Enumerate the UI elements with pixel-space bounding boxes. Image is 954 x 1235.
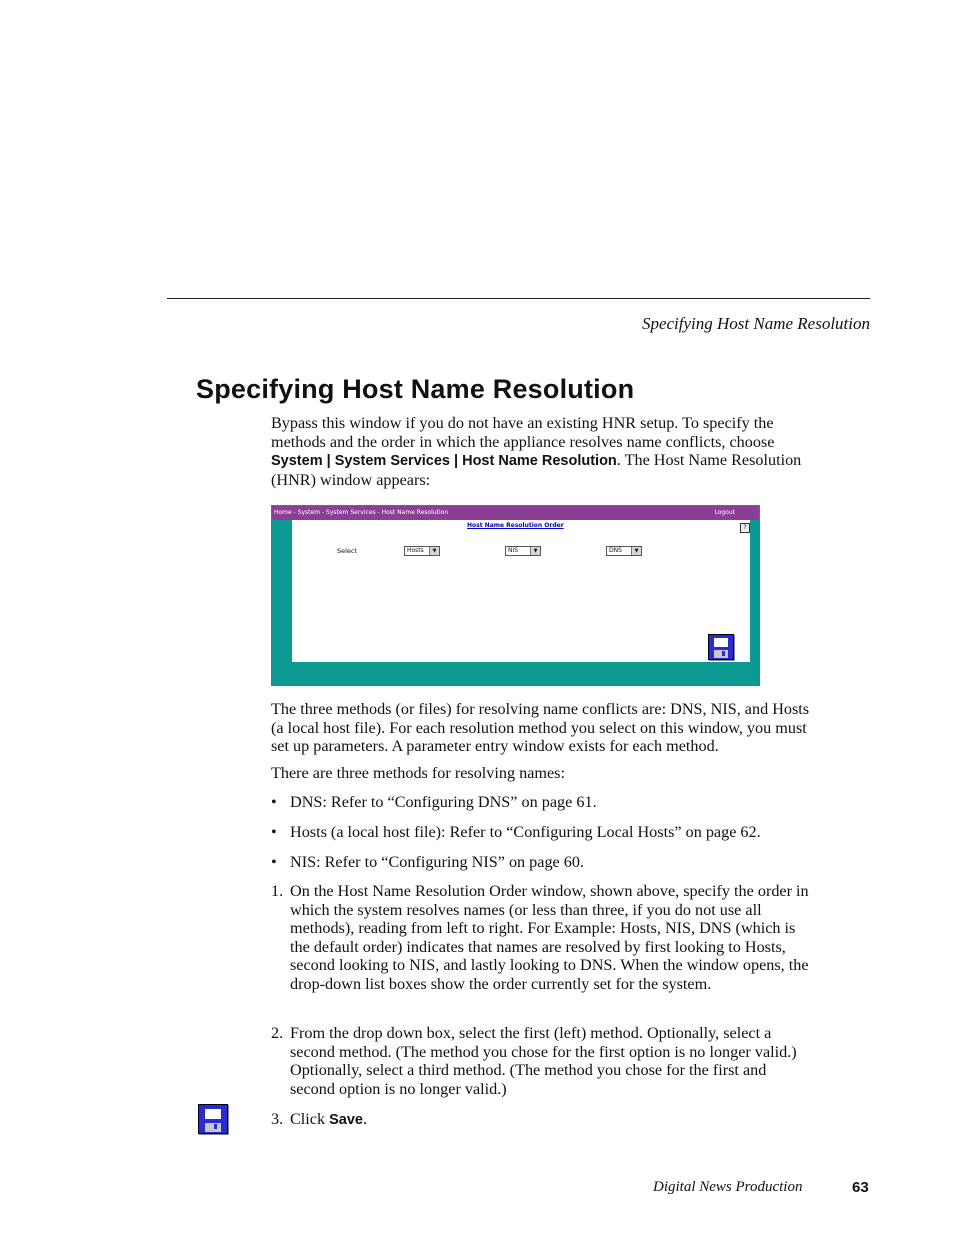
step-text xyxy=(290,1110,811,1130)
step-text: From the drop down box, select the first (left) method. Optionally, select a second method. (The method you chose for the first option is no longer valid.) Optionally, select a third method. (The method you chose for the first and second option is no longer valid.) xyxy=(290,1024,797,1098)
hnr-nav-bar xyxy=(272,506,759,520)
header-rule xyxy=(167,298,870,299)
step-2 xyxy=(271,1024,811,1098)
chevron-down-icon: ▼ xyxy=(631,547,641,555)
floppy-shutter xyxy=(714,650,728,658)
methods-paragraph: The three methods (or files) for resolving name conflicts are: DNS, NIS, and Hosts (a local host file). For each resolution method you select on this window, you must set up parameters. A parameter entry window exists for each method. xyxy=(271,700,810,756)
list-item-text: Hosts (a local host file): Refer to “Configuring Local Hosts” on page 62. xyxy=(290,823,761,841)
intro-text-after: . The Host Name Resolution (HNR) window appears: xyxy=(271,451,802,489)
method-dropdown-second-value: NIS xyxy=(508,547,519,554)
floppy-slot xyxy=(214,1124,217,1129)
save-label: Save xyxy=(329,1112,363,1128)
chevron-down-icon: ▼ xyxy=(530,547,540,555)
chevron-down-icon: ▼ xyxy=(429,547,439,555)
three-methods-paragraph: There are three methods for resolving names: xyxy=(271,764,565,782)
step-number: 1. xyxy=(271,882,284,900)
menu-path: System | System Services | Host Name Resolution xyxy=(271,453,617,470)
floppy-disk-icon xyxy=(714,638,728,647)
method-dropdown-first[interactable] xyxy=(404,546,440,556)
hnr-title-link[interactable]: Host Name Resolution Order xyxy=(467,522,564,529)
step-text: On the Host Name Resolution Order window, shown above, specify the order in which the system resolves names (or less than three, if you do not use all methods), reading from left to right. For Example: Hosts, NIS, DNS (which is the default order) indicates that names are resolved by first looking to Hosts, second looking to NIS, and lastly looking to DNS. When the window opens, the drop-down list boxes show the order currently set for the system. xyxy=(290,882,809,993)
method-dropdown-third-value: DNS xyxy=(609,547,622,554)
method-dropdown-second[interactable] xyxy=(505,546,541,556)
help-icon[interactable]: ? xyxy=(740,523,750,533)
method-dropdown-third[interactable] xyxy=(606,546,642,556)
method-dropdown-first-value: Hosts xyxy=(407,547,424,554)
step-text-before: Click xyxy=(290,1110,330,1128)
page-number: 63 xyxy=(852,1179,869,1196)
step-text-after: . xyxy=(363,1110,368,1128)
step-number: 2. xyxy=(271,1024,284,1042)
step-1 xyxy=(271,882,811,994)
bullet-mark: • xyxy=(271,853,277,871)
bullet-mark: • xyxy=(271,793,277,811)
step-number: 3. xyxy=(271,1110,284,1128)
save-icon xyxy=(198,1104,228,1134)
list-item-text: NIS: Refer to “Configuring NIS” on page 60. xyxy=(290,853,585,871)
footer-book-title: Digital News Production xyxy=(653,1179,803,1195)
select-label: Select xyxy=(337,547,358,555)
section-heading: Specifying Host Name Resolution xyxy=(196,374,635,404)
floppy-slot xyxy=(722,651,725,656)
list-item-text: DNS: Refer to “Configuring DNS” on page 61. xyxy=(290,793,597,811)
bullet-mark: • xyxy=(271,823,277,841)
floppy-disk-icon xyxy=(205,1109,221,1119)
intro-text-before: Bypass this window if you do not have an existing HNR setup. To specify the methods and the order in which the appliance resolves name conflicts, choose xyxy=(271,414,775,451)
intro-paragraph xyxy=(271,414,811,489)
hnr-breadcrumb[interactable]: Home - System - System Services - Host Name Resolution xyxy=(274,509,449,516)
step-3 xyxy=(271,1110,811,1130)
hnr-logout-link[interactable]: Logout xyxy=(714,509,735,516)
hnr-window-screenshot xyxy=(271,505,760,686)
floppy-shutter xyxy=(205,1123,221,1132)
hnr-content-panel xyxy=(292,520,750,662)
save-button[interactable] xyxy=(708,634,734,660)
running-header: Specifying Host Name Resolution xyxy=(641,314,870,333)
